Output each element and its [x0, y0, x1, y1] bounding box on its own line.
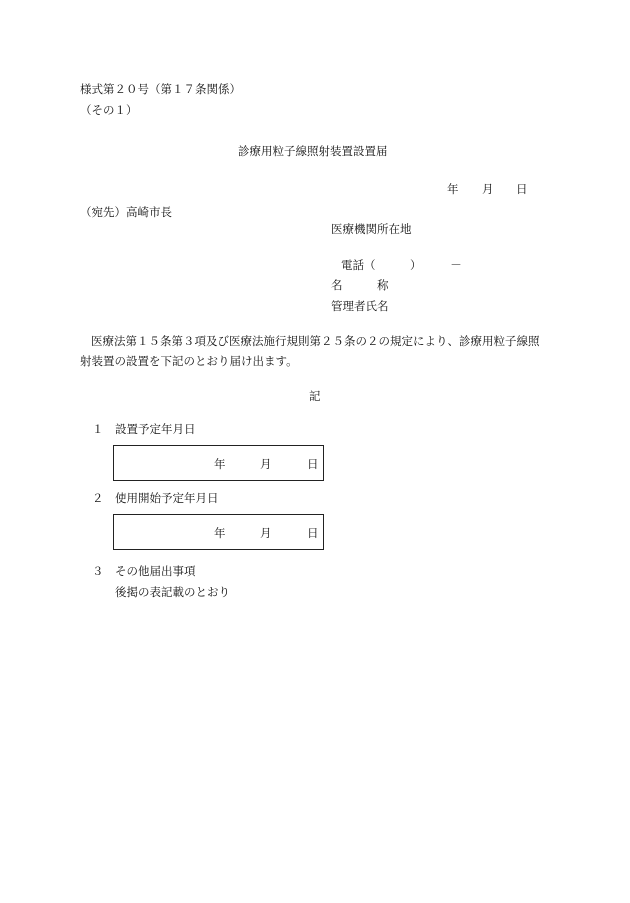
body-text-line-1: 医療法第１５条第３項及び医療法施行規則第２５条の２の規定により、診療用粒子線照 [91, 334, 540, 348]
item-3-number: ３ [92, 564, 104, 578]
item-1-label: 設置予定年月日 [115, 422, 196, 436]
name-label: 名 称 [331, 278, 389, 292]
form-number: 様式第２０号（第１７条関係） [80, 82, 241, 96]
item-2-year-label: 年 [214, 526, 226, 540]
item-2-day-label: 日 [307, 526, 319, 540]
item-1-date-field[interactable] [113, 445, 324, 481]
sub-number: （その１） [80, 103, 138, 117]
addressee: （宛先）高崎市長 [80, 205, 172, 219]
item-2-date-field[interactable] [113, 514, 324, 550]
item-2-number: ２ [92, 491, 104, 505]
ki-heading: 記 [309, 389, 321, 403]
document-title: 診療用粒子線照射装置設置届 [238, 144, 388, 158]
item-1-month-label: 月 [260, 457, 272, 471]
item-1-number: １ [92, 422, 104, 436]
item-2-label: 使用開始予定年月日 [115, 491, 219, 505]
date-day-label: 日 [516, 182, 528, 196]
phone-label: 電話（ ） － [341, 258, 462, 272]
location-label: 医療機関所在地 [331, 222, 412, 236]
item-3-label: その他届出事項 [115, 564, 196, 578]
item-1-year-label: 年 [214, 457, 226, 471]
item-2-month-label: 月 [260, 526, 272, 540]
item-3-detail: 後掲の表記載のとおり [115, 585, 230, 599]
manager-label: 管理者氏名 [331, 299, 389, 313]
date-year-label: 年 [447, 182, 459, 196]
date-month-label: 月 [482, 182, 494, 196]
body-text-line-2: 射装置の設置を下記のとおり届け出ます。 [80, 354, 298, 368]
item-1-day-label: 日 [307, 457, 319, 471]
